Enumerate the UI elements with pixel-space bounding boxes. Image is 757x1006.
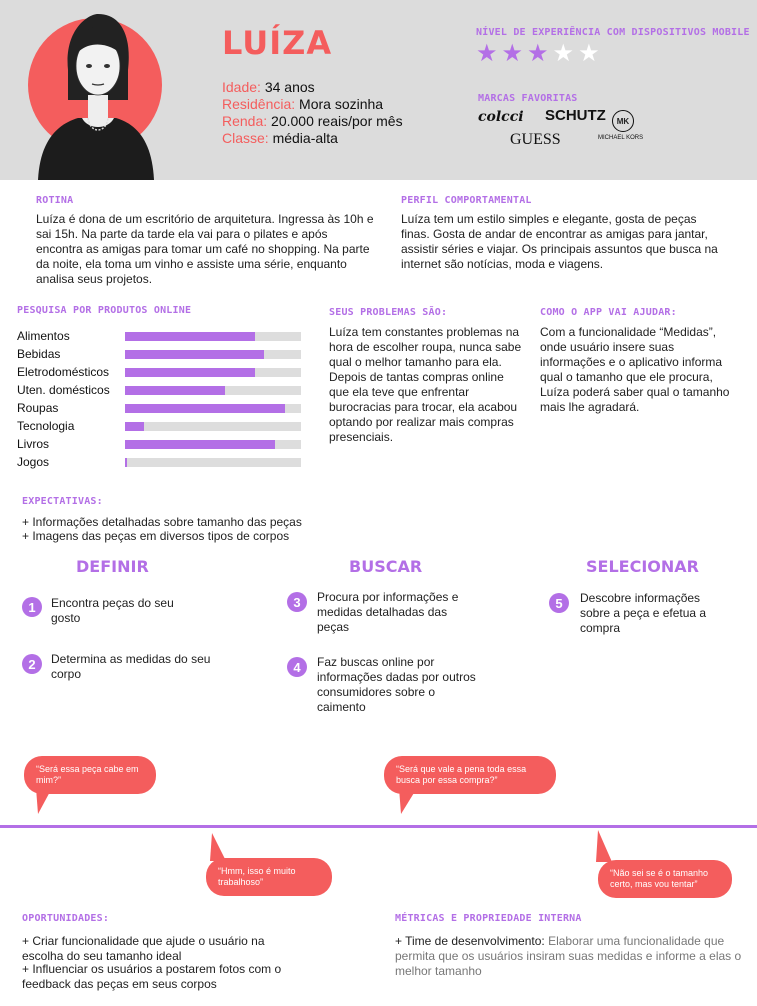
app-title: COMO O APP VAI AJUDAR: xyxy=(540,307,677,318)
avatar xyxy=(28,0,162,180)
pesquisa-label: Tecnologia xyxy=(17,419,75,433)
oportunidades-item: + Criar funcionalidade que ajude o usuário na escolha do seu tamanho ideal xyxy=(22,934,265,963)
step-text-3: Procura por informações e medidas detalhadas das peças xyxy=(317,590,459,634)
problemas-text: Luíza tem constantes problemas na hora de escolher roupa, nunca sabe qual o melhor tamanho para ela. Depois de tantas compras online que ela teve que enfrentar burocracias para trocar, ela acabou optando por realizar mais compras presenciais. xyxy=(329,325,522,444)
persona-residence-key: Residência: xyxy=(222,96,296,112)
step-number-5: 5 xyxy=(549,593,569,613)
pesquisa-label: Bebidas xyxy=(17,347,61,361)
pesquisa-bar-fill xyxy=(125,422,144,431)
persona-income-key: Renda: xyxy=(222,113,268,129)
step-number-1: 1 xyxy=(22,597,42,617)
pesquisa-bar-track xyxy=(125,350,301,359)
persona-age-key: Idade: xyxy=(222,79,261,95)
persona-class-key: Classe: xyxy=(222,130,269,146)
rotina-title: ROTINA xyxy=(36,195,74,206)
brand-mk-logo xyxy=(612,110,634,132)
step-text-5: Descobre informações sobre a peça e efetua a compra xyxy=(580,591,707,635)
pesquisa-label: Eletrodomésticos xyxy=(17,365,110,379)
pesquisa-label: Livros xyxy=(17,437,50,451)
quote-bubble-1-tail xyxy=(34,788,54,816)
persona-residence-value: Mora sozinha xyxy=(295,96,384,112)
experience-rating xyxy=(476,42,600,66)
quote-bubble-2-tail xyxy=(397,788,419,816)
quote-bubble-3: “Hmm, isso é muito trabalhoso” xyxy=(206,858,332,896)
pesquisa-bar-track xyxy=(125,332,301,341)
persona-class-value: média-alta xyxy=(268,130,338,146)
step-text-1: Encontra peças do seu gosto xyxy=(51,596,174,625)
pesquisa-bar-track xyxy=(125,422,301,431)
pesquisa-bar-fill xyxy=(125,350,264,359)
rotina-text: Luíza é dona de um escritório de arquitetura. Ingressa às 10h e sai 15h. Na parte da tarde ela vai para o pilates e após encontra as amigas para tomar um café no shopping. Na parte da noite, ela toma um vinho e assiste uma série, enquanto analisa seus projetos. xyxy=(36,212,374,286)
metricas-title: MÉTRICAS E PROPRIEDADE INTERNA xyxy=(395,913,582,924)
perfil-title: PERFIL COMPORTAMENTAL xyxy=(401,195,532,206)
quote-bubble-2: “Será que vale a pena toda essa busca por essa compra?” xyxy=(384,756,556,794)
star-filled-icon: ★ xyxy=(501,40,524,67)
pesquisa-bar-fill xyxy=(125,440,275,449)
persona-age xyxy=(222,79,315,95)
star-empty-icon: ★ xyxy=(578,40,600,67)
quote-bubble-4-tail xyxy=(594,830,614,864)
perfil-text: Luíza tem um estilo simples e elegante, gosta de peças finas. Gosta de andar de encontrar as amigas para jantar, assistir séries e viajar. Os principais assuntos que busca na internet são notícias, moda e viagens. xyxy=(401,212,718,271)
persona-class xyxy=(222,130,338,146)
pesquisa-label: Jogos xyxy=(17,455,50,469)
brand-mk-initials: MK xyxy=(616,116,630,126)
step-number-2: 2 xyxy=(22,654,42,674)
pesquisa-bar-fill xyxy=(125,332,255,341)
phase-selecionar: SELECIONAR xyxy=(586,557,699,576)
pesquisa-bar-track xyxy=(125,386,301,395)
expectativas-item: + Imagens das peças em diversos tipos de corpos xyxy=(22,529,290,543)
step-text-4: Faz buscas online por informações dadas por outros consumidores sobre o caimento xyxy=(317,655,476,714)
pesquisa-label: Alimentos xyxy=(17,329,70,343)
app-text: Com a funcionalidade “Medidas”, onde usuário insere suas informações e o aplicativo informa qual o tamanho que ele procura, Luíza poderá saber qual o tamanho mais lhe agradará. xyxy=(540,325,730,414)
pesquisa-bar-track xyxy=(125,458,301,467)
phase-buscar: BUSCAR xyxy=(349,557,423,576)
pesquisa-label: Uten. domésticos xyxy=(17,383,110,397)
metricas-lead: + Time de desenvolvimento: xyxy=(395,934,545,948)
problemas-title: SEUS PROBLEMAS SÃO: xyxy=(329,307,448,318)
oportunidades-item: + Influenciar os usuários a postarem fotos com o feedback das peças em seus corpos xyxy=(22,962,282,991)
pesquisa-bar-track xyxy=(125,404,301,413)
pesquisa-bar-fill xyxy=(125,458,127,467)
pesquisa-label: Roupas xyxy=(17,401,59,415)
persona-income xyxy=(222,113,403,129)
step-number-4: 4 xyxy=(287,657,307,677)
persona-income-value: 20.000 reais/por mês xyxy=(267,113,403,129)
persona-residence xyxy=(222,96,383,112)
phase-definir: DEFINIR xyxy=(76,557,149,576)
pesquisa-bar-track xyxy=(125,368,301,377)
step-number-3: 3 xyxy=(287,592,307,612)
oportunidades-title: OPORTUNIDADES: xyxy=(22,913,110,924)
metricas-text xyxy=(395,934,745,979)
journey-timeline xyxy=(0,825,757,828)
brand-schutz: SCHUTZ xyxy=(545,107,606,124)
pesquisa-bar-track xyxy=(125,440,301,449)
star-filled-icon: ★ xyxy=(527,40,549,67)
star-filled-icon: ★ xyxy=(476,40,498,67)
brand-michael-kors: MICHAEL KORS xyxy=(598,135,644,141)
expectativas-title: EXPECTATIVAS: xyxy=(22,496,103,507)
metricas-body: Elaborar uma funcionalidade que permita que os usuários insiram suas medidas e informe a elas o melhor tamanho xyxy=(395,934,742,978)
brand-guess: GUESS xyxy=(510,131,561,148)
star-empty-icon: ★ xyxy=(552,40,575,67)
quote-bubble-1: “Será essa peça cabe em mim?” xyxy=(24,756,156,794)
pesquisa-title: PESQUISA POR PRODUTOS ONLINE xyxy=(17,305,192,316)
persona-age-value: 34 anos xyxy=(260,79,315,95)
brands-title: MARCAS FAVORITAS xyxy=(478,93,578,104)
pesquisa-bar-fill xyxy=(125,368,255,377)
persona-name: LUÍZA xyxy=(222,24,333,62)
brand-colcci: colcci xyxy=(478,109,524,125)
step-text-2: Determina as medidas do seu corpo xyxy=(51,652,211,681)
quote-bubble-4: “Não sei se é o tamanho certo, mas vou tentar” xyxy=(598,860,732,898)
pesquisa-bar-fill xyxy=(125,404,285,413)
experience-title: NÍVEL DE EXPERIÊNCIA COM DISPOSITIVOS MOBILE xyxy=(476,27,750,38)
expectativas-item: + Informações detalhadas sobre tamanho das peças xyxy=(22,515,302,529)
pesquisa-bar-fill xyxy=(125,386,225,395)
